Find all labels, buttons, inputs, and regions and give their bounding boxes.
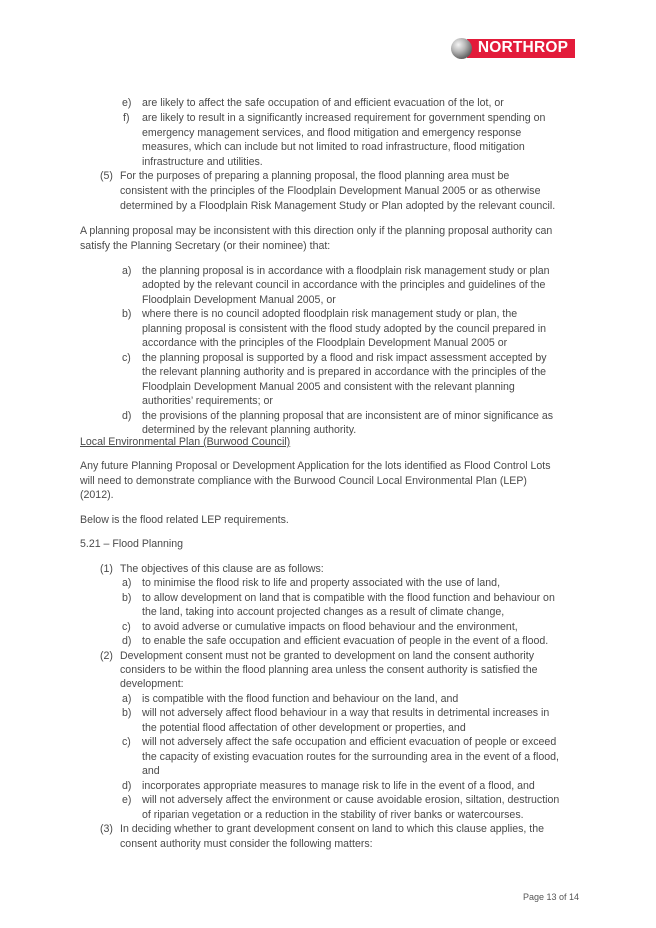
list-item-text: determined by the relevant planning authority. xyxy=(142,424,357,436)
list-item-text: the capacity of existing evacuation routes for the surrounding area in the event of a flood, xyxy=(142,751,559,763)
list-label: e) xyxy=(122,794,132,806)
clause-text: consent authority must consider the following matters: xyxy=(120,838,373,850)
northrop-logo xyxy=(451,38,575,59)
list-label: d) xyxy=(122,410,132,422)
paragraph-text: will need to demonstrate compliance with the Burwood Council Local Environmental Plan (LEP) xyxy=(80,475,527,487)
list-item-text: accordance with the principles of the Floodplain Development Manual 2005 or xyxy=(142,337,508,349)
clause-text: development: xyxy=(120,678,184,690)
clause-text: For the purposes of preparing a planning proposal, the flood planning area must be xyxy=(120,170,510,182)
list-item-text: to enable the safe occupation and efficient evacuation of people in the event of a flood. xyxy=(142,635,549,647)
list-item-text: will not adversely affect flood behaviour in a way that results in detrimental increases in xyxy=(142,707,550,719)
list-item-text: the potential flood affectation of other development or properties, and xyxy=(142,722,466,734)
list-label: c) xyxy=(122,736,131,748)
list-item-text: the relevant planning authority and is prepared in accordance with the principles of the xyxy=(142,366,546,378)
list-item-text: the planning proposal is in accordance with a floodplain risk management study or plan xyxy=(142,265,550,277)
list-item-text: adopted by the relevant council in accordance with the principles and guidelines of the xyxy=(142,279,546,291)
list-item-text: authorities’ requirements; or xyxy=(142,395,273,407)
clause-label: (1) xyxy=(100,563,113,575)
list-label: b) xyxy=(122,707,132,719)
list-label: f) xyxy=(123,112,130,124)
list-item-text: are likely to result in a significantly increased requirement for government spending on xyxy=(142,112,546,124)
section-heading: Local Environmental Plan (Burwood Council) xyxy=(80,436,291,448)
list-label: b) xyxy=(122,308,132,320)
list-item-text: the land, taking into account projected changes as a result of climate change, xyxy=(142,606,505,618)
list-label: a) xyxy=(122,577,132,589)
clause-text: Development consent must not be granted to development on land the consent authority xyxy=(120,650,535,662)
clause-text: In deciding whether to grant development consent on land to which this clause applies, the xyxy=(120,823,545,835)
list-item-text: is compatible with the flood function and behaviour on the land, and xyxy=(142,693,459,705)
list-label: d) xyxy=(122,780,132,792)
paragraph-text: A planning proposal may be inconsistent with this direction only if the planning proposal authority can xyxy=(80,225,553,237)
list-item-text: incorporates appropriate measures to manage risk to life in the event of a flood, and xyxy=(142,780,535,792)
list-label: b) xyxy=(122,592,132,604)
list-item-text: the planning proposal is supported by a flood and risk impact assessment accepted by xyxy=(142,352,547,364)
list-item-text: measures, which can include but not limited to road infrastructure, flood mitigation xyxy=(142,141,525,153)
list-item-text: where there is no council adopted floodplain risk management study or plan, the xyxy=(142,308,518,320)
list-item-text: the provisions of the planning proposal that are inconsistent are of minor significance as xyxy=(142,410,554,422)
clause-text: The objectives of this clause are as follows: xyxy=(120,563,324,575)
list-label: d) xyxy=(122,635,132,647)
list-item-text: are likely to affect the safe occupation of and efficient evacuation of the lot, or xyxy=(142,97,504,109)
list-label: c) xyxy=(122,352,131,364)
list-item-text: of riparian vegetation or a reduction in the stability of river banks or watercourses. xyxy=(142,809,524,821)
paragraph-text: (2012). xyxy=(80,489,114,501)
list-item-text: infrastructure and utilities. xyxy=(142,156,263,168)
list-label: a) xyxy=(122,693,132,705)
list-item-text: to minimise the flood risk to life and property associated with the use of land, xyxy=(142,577,501,589)
list-item-text: to avoid adverse or cumulative impacts on flood behaviour and the environment, xyxy=(142,621,518,633)
page-number: Page 13 of 14 xyxy=(523,892,580,902)
clause-label: (3) xyxy=(100,823,113,835)
list-label: a) xyxy=(122,265,132,277)
logo-wordmark: NORTHROP xyxy=(467,39,575,58)
list-item-text: planning proposal is consistent with the flood study adopted by the council prepared in xyxy=(142,323,547,335)
clause-title: 5.21 – Flood Planning xyxy=(80,538,184,550)
paragraph-text: Below is the flood related LEP requirements. xyxy=(80,514,289,526)
paragraph-text: satisfy the Planning Secretary (or their nominee) that: xyxy=(80,240,331,252)
list-label: c) xyxy=(122,621,131,633)
list-item-text: Floodplain Development Manual 2005, or xyxy=(142,294,336,306)
clause-label: (2) xyxy=(100,650,113,662)
list-item-text: emergency management services, and flood mitigation and emergency response xyxy=(142,127,522,139)
clause-text: determined by a Floodplain Risk Management Study or Plan adopted by the relevant council. xyxy=(120,200,556,212)
clause-text: consistent with the principles of the Floodplain Development Manual 2005 or as otherwise xyxy=(120,185,541,197)
list-item-text: Floodplain Development Manual 2005 and consistent with the relevant planning xyxy=(142,381,515,393)
clause-text: considers to be within the flood planning area unless the consent authority is satisfied the xyxy=(120,664,538,676)
paragraph-text: Any future Planning Proposal or Development Application for the lots identified as Flood Control Lots xyxy=(80,460,551,472)
list-item-text: to allow development on land that is compatible with the flood function and behaviour on xyxy=(142,592,555,604)
clause-label: (5) xyxy=(100,170,113,182)
list-item-text: and xyxy=(142,765,160,777)
list-item-text: will not adversely affect the environment or cause avoidable erosion, siltation, destruction xyxy=(142,794,560,806)
list-item-text: will not adversely affect the safe occupation and efficient evacuation of people or exceed xyxy=(142,736,557,748)
logo-sphere-icon xyxy=(451,38,472,59)
list-label: e) xyxy=(122,97,132,109)
